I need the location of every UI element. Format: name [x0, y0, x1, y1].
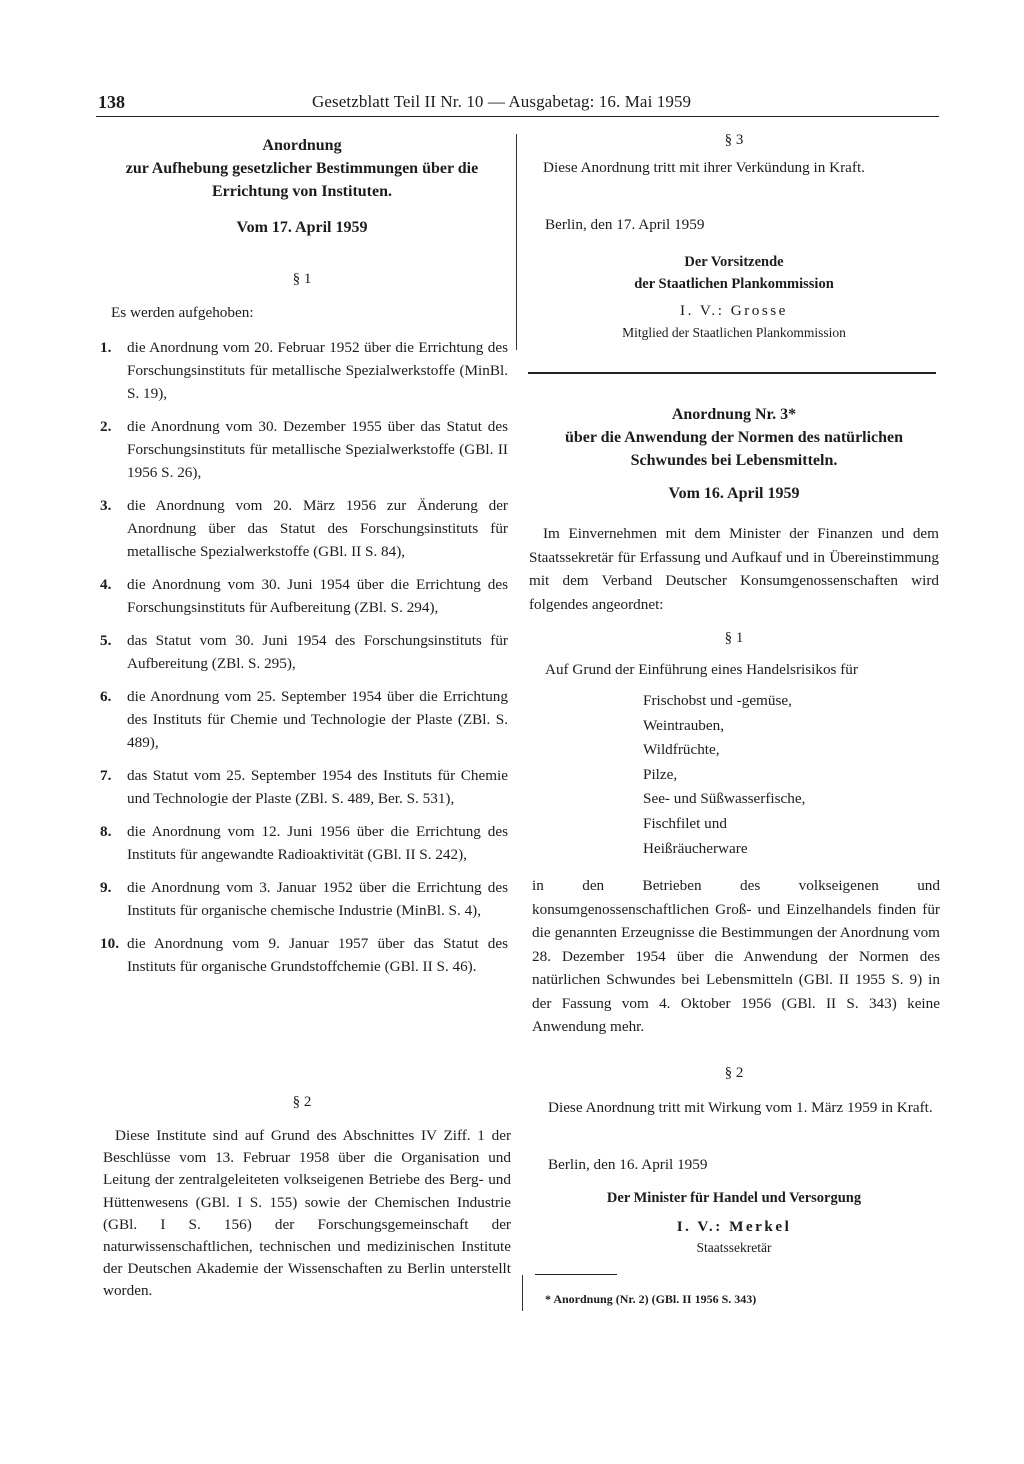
- list-item: [100, 415, 508, 484]
- header-rule: [96, 116, 939, 117]
- signature-role-line: Der Vorsitzende: [684, 254, 784, 270]
- item-number: 1.: [100, 339, 112, 356]
- goods-item: Heißräucherware: [643, 839, 748, 857]
- item-text: die Anordnung vom 25. September 1954 über die Errichtung des Instituts für Chemie und Technologie der Plaste (ZBl. S. 489),: [127, 688, 508, 751]
- left-title: [90, 134, 514, 203]
- signature-place-date: Berlin, den 16. April 1959: [548, 1156, 708, 1173]
- repealed-list: [100, 336, 508, 988]
- item-text: die Anordnung vom 12. Juni 1956 über die Errichtung des Instituts für angewandte Radioaktivität (GBl. II S. 242),: [127, 823, 508, 863]
- item-number: 4.: [100, 576, 112, 593]
- signature-place-date: Berlin, den 17. April 1959: [545, 216, 705, 233]
- list-item: [100, 876, 508, 922]
- item-number: 10.: [100, 935, 119, 952]
- item-number: 6.: [100, 688, 112, 705]
- item-number: 2.: [100, 418, 112, 435]
- left-section-2-text: Diese Institute sind auf Grund des Abschnittes IV Ziff. 1 der Beschlüsse vom 13. Februar 1958 über die Organisation und Leitung der zentralgeleiteten volkseigenen Betriebe des Berg- und Hüttenwesens (GBl. I S. 155) sowie der Chemischen Industrie (GBl. I S. 156) der Forschungsgemeinschaft der naturwissenschaftlichen, technischen und medizinischen Institute der Deutschen Akademie der Wissenschaften zu Berlin unterstellt worden.: [103, 1127, 511, 1300]
- list-item: [100, 629, 508, 675]
- right-section-2-text: Diese Anordnung tritt mit Wirkung vom 1. März 1959 in Kraft.: [548, 1099, 933, 1116]
- item-text: die Anordnung vom 30. Juni 1954 über die Errichtung des Forschungsinstituts für Aufbereitung (ZBl. S. 294),: [127, 576, 508, 616]
- item-number: 5.: [100, 632, 112, 649]
- goods-item: Fischfilet und: [643, 814, 727, 832]
- signature-name: I. V.: Merkel: [676, 1218, 792, 1235]
- left-lead-text: Es werden aufgehoben:: [111, 304, 254, 321]
- item-text: die Anordnung vom 30. Dezember 1955 über das Statut des Forschungsinstituts für metallische Spezialwerkstoffe (GBl. II 1956 S. 26),: [127, 418, 508, 481]
- signature-role-line: der Staatlichen Plankommission: [634, 276, 834, 292]
- item-text: die Anordnung vom 3. Januar 1952 über die Errichtung des Instituts für organische chemische Industrie (MinBl. S. 4),: [127, 879, 508, 919]
- goods-item: See- und Süßwasserfische,: [643, 790, 806, 808]
- right-section-2-heading: § 2: [724, 1065, 744, 1081]
- right-section-3-heading: § 3: [724, 132, 744, 148]
- left-title-line: Anordnung: [262, 137, 342, 154]
- item-text: das Statut vom 25. September 1954 des Instituts für Chemie und Technologie der Plaste (ZBl. S. 489, Ber. S. 531),: [127, 767, 508, 807]
- signature-role: Der Minister für Handel und Versorgung: [606, 1190, 862, 1206]
- list-item: [100, 932, 508, 978]
- signature-title: Staatssekretär: [696, 1240, 772, 1255]
- item-text: die Anordnung vom 9. Januar 1957 über das Statut des Instituts für organische Grundstoffchemie (GBl. II S. 46).: [127, 935, 508, 975]
- right-intro: Im Einvernehmen mit dem Minister der Finanzen und dem Staatssekretär für Erfassung und Aufkauf und in Übereinstimmung mit dem Verband Deutscher Konsumgenossenschaften wird folgendes angeordnet:: [529, 525, 939, 613]
- column-divider: [516, 134, 517, 350]
- publication-line: Gesetzblatt Teil II Nr. 10 — Ausgabetag: 16. Mai 1959: [312, 92, 692, 111]
- right-title-line: Anordnung Nr. 3*: [671, 406, 797, 423]
- goods-item: Frischobst und -gemüse,: [643, 692, 792, 709]
- right-title: [530, 403, 938, 472]
- goods-item: Pilze,: [643, 765, 678, 783]
- item-number: 3.: [100, 497, 112, 514]
- signature-title: Mitglied der Staatlichen Plankommission: [622, 325, 846, 340]
- goods-item: Wildfrüchte,: [643, 741, 720, 759]
- left-date: Vom 17. April 1959: [236, 219, 368, 236]
- list-item: [100, 820, 508, 866]
- left-title-line: Errichtung von Instituten.: [211, 183, 393, 200]
- item-text: die Anordnung vom 20. Februar 1952 über die Errichtung des Forschungsinstituts für metallische Spezialwerkstoffe (MinBl. S. 19),: [127, 339, 508, 402]
- right-section-3-text: Diese Anordnung tritt mit ihrer Verkündung in Kraft.: [543, 159, 865, 176]
- item-text: die Anordnung vom 20. März 1956 zur Änderung der Anordnung über das Statut des Forschungsinstituts für metallische Spezialwerkstoffe (GBl. II S. 84),: [127, 497, 508, 560]
- right-title-line: Schwundes bei Lebensmitteln.: [630, 452, 838, 469]
- footnote-margin-line: [522, 1275, 523, 1311]
- left-title-line: zur Aufhebung gesetzlicher Bestimmungen über die: [125, 160, 479, 177]
- list-item: [100, 764, 508, 810]
- right-title-line: über die Anwendung der Normen des natürlichen: [564, 429, 904, 446]
- right-section-1-text: in den Betrieben des volkseigenen und konsumgenossenschaftlichen Groß- und Einzelhandels finden für die genannten Erzeugnisse die Bestimmungen der Anordnung vom 28. Dezember 1954 über die Anwendung der Normen des natürlichen Schwundes bei Lebensmitteln (GBl. II 1955 S. 9) in der Fassung vom 4. Oktober 1956 (GBl. II S. 343) keine Anwendung mehr.: [532, 877, 940, 1035]
- goods-item: Weintrauben,: [643, 716, 725, 734]
- list-item: [100, 685, 508, 754]
- page-header: [96, 90, 940, 116]
- right-date: Vom 16. April 1959: [668, 485, 800, 502]
- list-item: [100, 336, 508, 405]
- footnote-rule: [535, 1274, 617, 1275]
- item-text: das Statut vom 30. Juni 1954 des Forschungsinstituts für Aufbereitung (ZBl. S. 295),: [127, 632, 508, 672]
- left-section-1-heading: § 1: [292, 271, 312, 287]
- signature-role: [530, 251, 938, 295]
- item-number: 8.: [100, 823, 112, 840]
- right-section-1-lead: Auf Grund der Einführung eines Handelsrisikos für: [545, 661, 858, 678]
- goods-list: [643, 689, 903, 861]
- signature-name: I. V.: Grosse: [680, 302, 788, 319]
- list-item: [100, 494, 508, 563]
- list-item: [100, 573, 508, 619]
- item-number: 7.: [100, 767, 112, 784]
- section-divider: [528, 372, 936, 374]
- left-section-2-heading: § 2: [292, 1094, 312, 1110]
- right-section-1-heading: § 1: [724, 630, 744, 646]
- footnote: * Anordnung (Nr. 2) (GBl. II 1956 S. 343): [545, 1292, 757, 1306]
- item-number: 9.: [100, 879, 112, 896]
- page-number: 138: [98, 92, 125, 112]
